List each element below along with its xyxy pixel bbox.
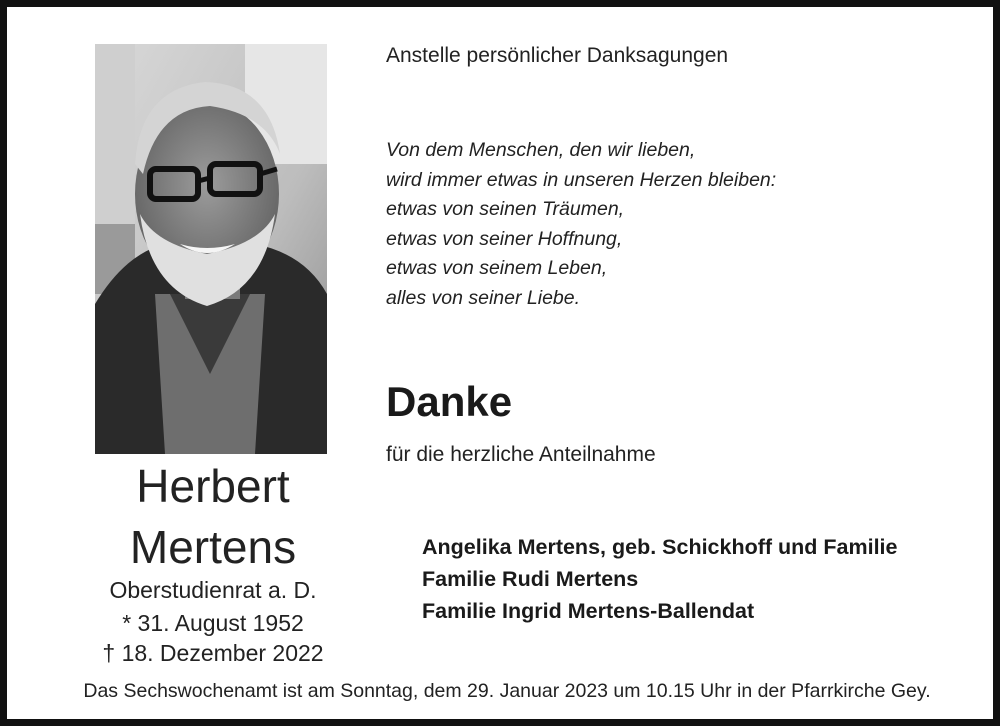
family-entry: Familie Ingrid Mertens-Ballendat [422, 599, 755, 623]
deceased-first-name: Herbert [136, 460, 290, 512]
family-list [422, 531, 897, 627]
deceased-title: Oberstudienrat a. D. [109, 577, 317, 603]
poem-line: etwas von seiner Hoffnung, [386, 227, 623, 250]
family-entry: Angelika Mertens, geb. Schickhoff und Familie [422, 535, 898, 559]
portrait-photo [95, 44, 327, 454]
thanks-title: Danke [386, 378, 513, 425]
birth-date: * 31. August 1952 [122, 610, 304, 636]
poem-line: etwas von seinen Träumen, [386, 198, 625, 221]
poem-line: wird immer etwas in unseren Herzen bleiben: [386, 168, 777, 191]
death-date: † 18. Dezember 2022 [102, 640, 324, 666]
poem [386, 136, 776, 314]
family-entry: Familie Rudi Mertens [422, 567, 639, 591]
poem-line: alles von seiner Liebe. [386, 286, 581, 309]
thanks-subtitle: für die herzliche Anteilnahme [386, 443, 656, 466]
footer-mass-info: Das Sechswochenamt ist am Sonntag, dem 29. Januar 2023 um 10.15 Uhr in der Pfarrkirche Gey. [83, 680, 931, 702]
deceased-last-name: Mertens [129, 521, 297, 573]
poem-line: Von dem Menschen, den wir lieben, [386, 139, 696, 161]
notice-heading: Anstelle persönlicher Danksagungen [386, 44, 729, 67]
poem-line: etwas von seinem Leben, [386, 257, 608, 280]
